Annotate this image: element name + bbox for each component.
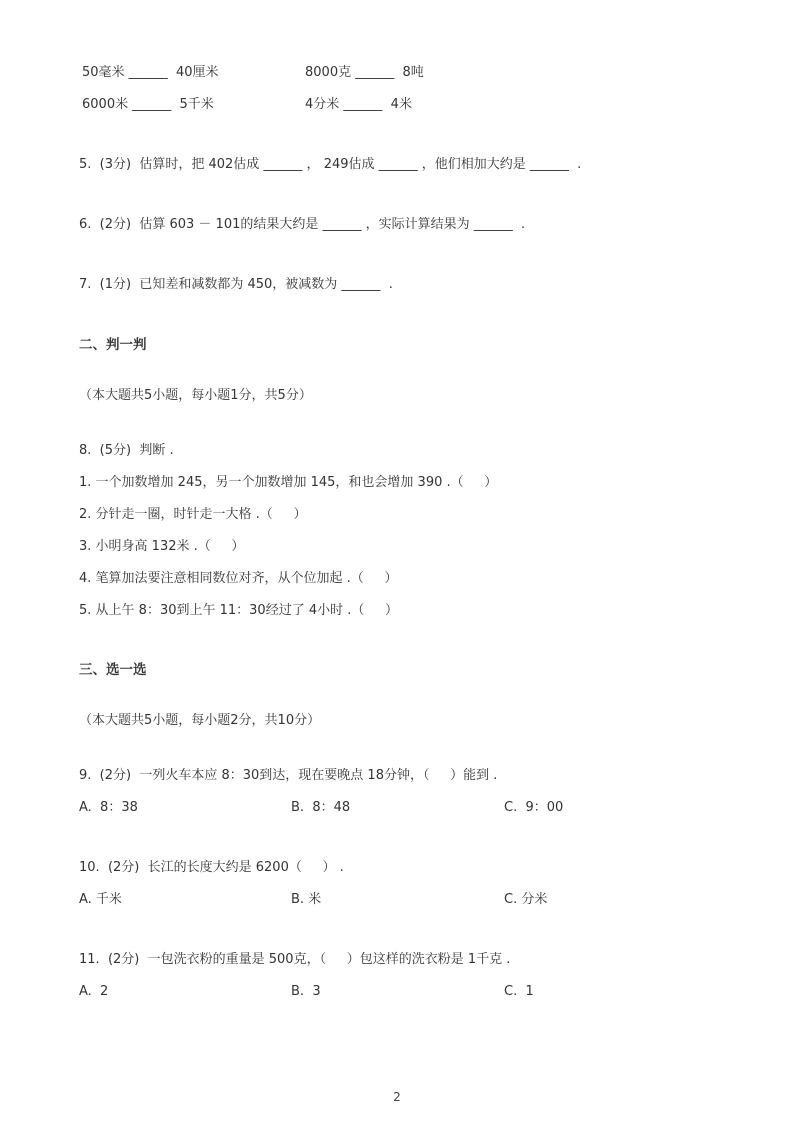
question-11: 11. (2分) 一包洗衣粉的重量是 500克，（ ）包这样的洗衣粉是 1千克 . [79, 952, 511, 967]
conversion-1-left: 50毫米 ______ 40厘米 [82, 65, 219, 80]
q9-option-c: C. 9：00 [504, 800, 564, 815]
question-9: 9. (2分) 一列火车本应 8：30到达，现在要晚点 18分钟，（ ）能到 . [79, 768, 498, 783]
judge-item-1: 1. 一个加数增加 245，另一个加数增加 145，和也会增加 390 .（ ） [79, 475, 498, 490]
question-8: 8. (5分) 判断 . [79, 443, 174, 458]
conversion-1-right: 8000克 ______ 8吨 [305, 65, 424, 80]
q11-option-b: B. 3 [291, 984, 321, 999]
q11-option-a: A. 2 [79, 984, 109, 999]
page-number: 2 [393, 1090, 401, 1104]
q10-option-c: C. 分米 [504, 892, 548, 907]
judge-item-5: 5. 从上午 8：30到上午 11：30经过了 4小时 .（ ） [79, 603, 399, 618]
conversion-2-left: 6000米 ______ 5千米 [82, 97, 214, 112]
q9-option-a: A. 8：38 [79, 800, 138, 815]
judge-item-3: 3. 小明身高 132米 .（ ） [79, 539, 245, 554]
question-7: 7. (1分) 已知差和减数都为 450，被减数为 ______ . [79, 277, 393, 292]
section-2-note: （本大题共5小题，每小题1分，共5分） [79, 388, 312, 403]
section-3-title: 三、选一选 [79, 662, 147, 678]
q11-option-c: C. 1 [504, 984, 534, 999]
q10-option-a: A. 千米 [79, 892, 122, 907]
q10-option-b: B. 米 [291, 892, 322, 907]
section-3-note: （本大题共5小题，每小题2分，共10分） [79, 713, 321, 728]
question-10: 10. (2分) 长江的长度大约是 6200（ ） . [79, 860, 344, 875]
judge-item-2: 2. 分针走一圈，时针走一大格 .（ ） [79, 507, 307, 522]
question-6: 6. (2分) 估算 603 － 101的结果大约是 ______ ，实际计算结果为 ______ . [79, 217, 526, 232]
q9-option-b: B. 8：48 [291, 800, 351, 815]
judge-item-4: 4. 笔算加法要注意相同数位对齐，从个位加起 .（ ） [79, 571, 398, 586]
section-2-title: 二、判一判 [79, 337, 147, 353]
conversion-2-right: 4分米 ______ 4米 [305, 97, 412, 112]
question-5: 5. (3分) 估算时，把 402估成 ______ ， 249估成 ______ ，他们相加大约是 ______ . [79, 157, 582, 172]
